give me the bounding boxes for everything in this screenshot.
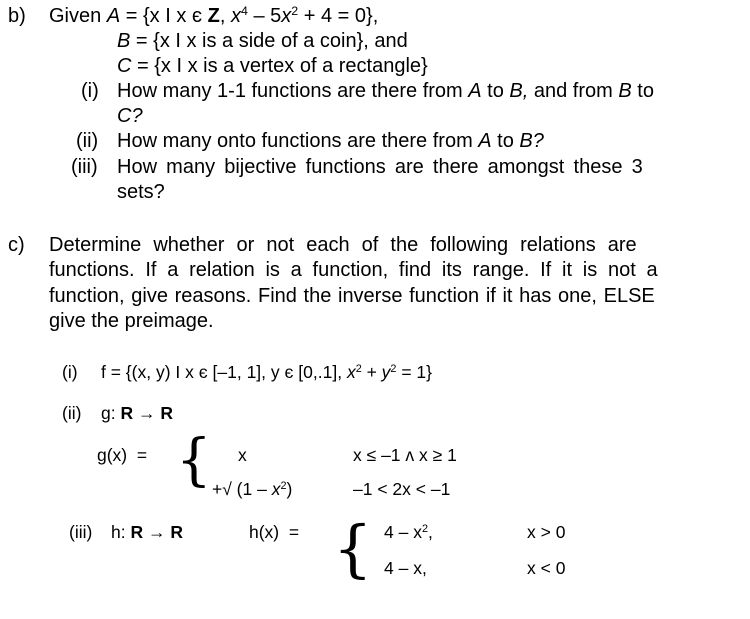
q1-var-b2: B [618, 80, 632, 102]
g-case2-p: 2 [280, 480, 287, 493]
q1-to: to [481, 80, 510, 102]
q1-text2: and from [528, 80, 619, 102]
question-number: (iii) [71, 156, 98, 178]
question-text [117, 79, 654, 103]
g-case2-expr [212, 477, 292, 501]
item-number: (ii) [62, 403, 82, 423]
part-c-paragraph-line: function, give reasons. Find the inverse function if it has one, ELSE [49, 285, 655, 307]
g-lhs: g(x) = [97, 445, 148, 465]
g-head: g: [101, 403, 121, 423]
g-case2-x: x [271, 479, 281, 499]
h-case2-expr: 4 – x, [384, 558, 427, 578]
g-case1-cond: x ≤ –1 ʌ x ≥ 1 [353, 445, 457, 465]
part-c-label: c) [8, 234, 25, 256]
q1-var-a: A [468, 80, 482, 102]
set-b-line [117, 29, 408, 53]
set-a-eq: = {x [120, 5, 160, 27]
part-c-paragraph-line: give the preimage. [49, 310, 214, 332]
set-a-p2: 2 [291, 4, 299, 19]
set-a-member: є [191, 5, 203, 27]
set-c-name: C [117, 55, 132, 77]
g-case2-b: ) [286, 479, 293, 499]
question-text: How many bijective functions are there amongst these 3 [117, 156, 643, 178]
relation-f-x: x [346, 362, 356, 382]
set-a-x: x [176, 5, 192, 27]
relation-f-py: 2 [390, 363, 397, 376]
set-a-end: + 4 = 0}, [298, 5, 379, 27]
h-domain: R [130, 522, 144, 542]
set-a-p4: 4 [241, 4, 248, 19]
set-b-def: = {x I x is a side of a coin}, and [130, 30, 408, 52]
question-number: (i) [81, 80, 99, 102]
h-case1-cond: x > 0 [527, 522, 566, 542]
set-a-line [49, 4, 378, 28]
given-word: Given [49, 5, 102, 27]
q2-var-a: A [478, 130, 492, 152]
relation-f-y: y [381, 362, 391, 382]
g-codomain: R [160, 403, 173, 423]
q2-text: How many onto functions are there from [117, 130, 479, 152]
relation-h-head [111, 520, 183, 544]
set-a-comma: , [219, 5, 232, 27]
set-b-name: B [117, 30, 131, 52]
relation-f-plus: + [361, 362, 382, 382]
g-case2-cond: –1 < 2x < –1 [353, 479, 451, 499]
part-b-label: b) [8, 5, 26, 27]
h-case2-cond: x < 0 [527, 558, 566, 578]
question-text-cont: C? [117, 105, 143, 127]
q2-var-b: B? [519, 130, 544, 152]
relation-f-set: f = {(x, y) I x є [–1, 1], y є [0,.1], [101, 362, 347, 382]
g-domain: R [120, 403, 134, 423]
h-lhs: h(x) = [249, 522, 300, 542]
set-a-mid: – 5 [247, 5, 282, 27]
g-case2-a: +√ (1 – [212, 479, 272, 499]
part-c-paragraph-line: Determine whether or not each of the following relations are [49, 234, 637, 256]
part-c-paragraph-line: functions. If a relation is a function, find its range. If it is not a [49, 259, 658, 281]
q1-var-b: B, [509, 80, 529, 102]
q1-to2: to [631, 80, 654, 102]
set-a-x2: x [281, 5, 292, 27]
question-text [117, 129, 544, 153]
q1-text: How many 1-1 functions are there from [117, 80, 469, 102]
set-a-domain: Z [207, 5, 220, 27]
h-left-brace: { [333, 512, 373, 585]
h-case1-expr [384, 520, 433, 544]
h-case1-a: 4 – x [384, 522, 422, 542]
h-codomain: R [170, 522, 183, 542]
h-case1-p: 2 [421, 523, 428, 536]
question-text-cont: sets? [117, 181, 165, 203]
g-arrow: → [133, 403, 161, 423]
set-a-x1: x [231, 5, 242, 27]
q2-to: to [491, 130, 520, 152]
h-case1-b: , [427, 522, 433, 542]
relation-f [101, 360, 432, 384]
item-number: (iii) [69, 522, 93, 542]
set-a-bar: I [165, 5, 171, 27]
question-number: (ii) [76, 130, 99, 152]
g-case1-expr: x [238, 445, 247, 465]
g-left-brace: { [176, 428, 212, 493]
h-head: h: [111, 522, 131, 542]
relation-f-px: 2 [355, 363, 362, 376]
item-number: (i) [62, 362, 78, 382]
relation-g-head [101, 401, 173, 425]
set-c-def: = {x I x is a vertex of a rectangle} [131, 55, 428, 77]
set-a-name: A [106, 5, 121, 27]
relation-f-end: = 1} [396, 362, 432, 382]
h-arrow: → [143, 522, 171, 542]
set-c-line [117, 54, 428, 78]
